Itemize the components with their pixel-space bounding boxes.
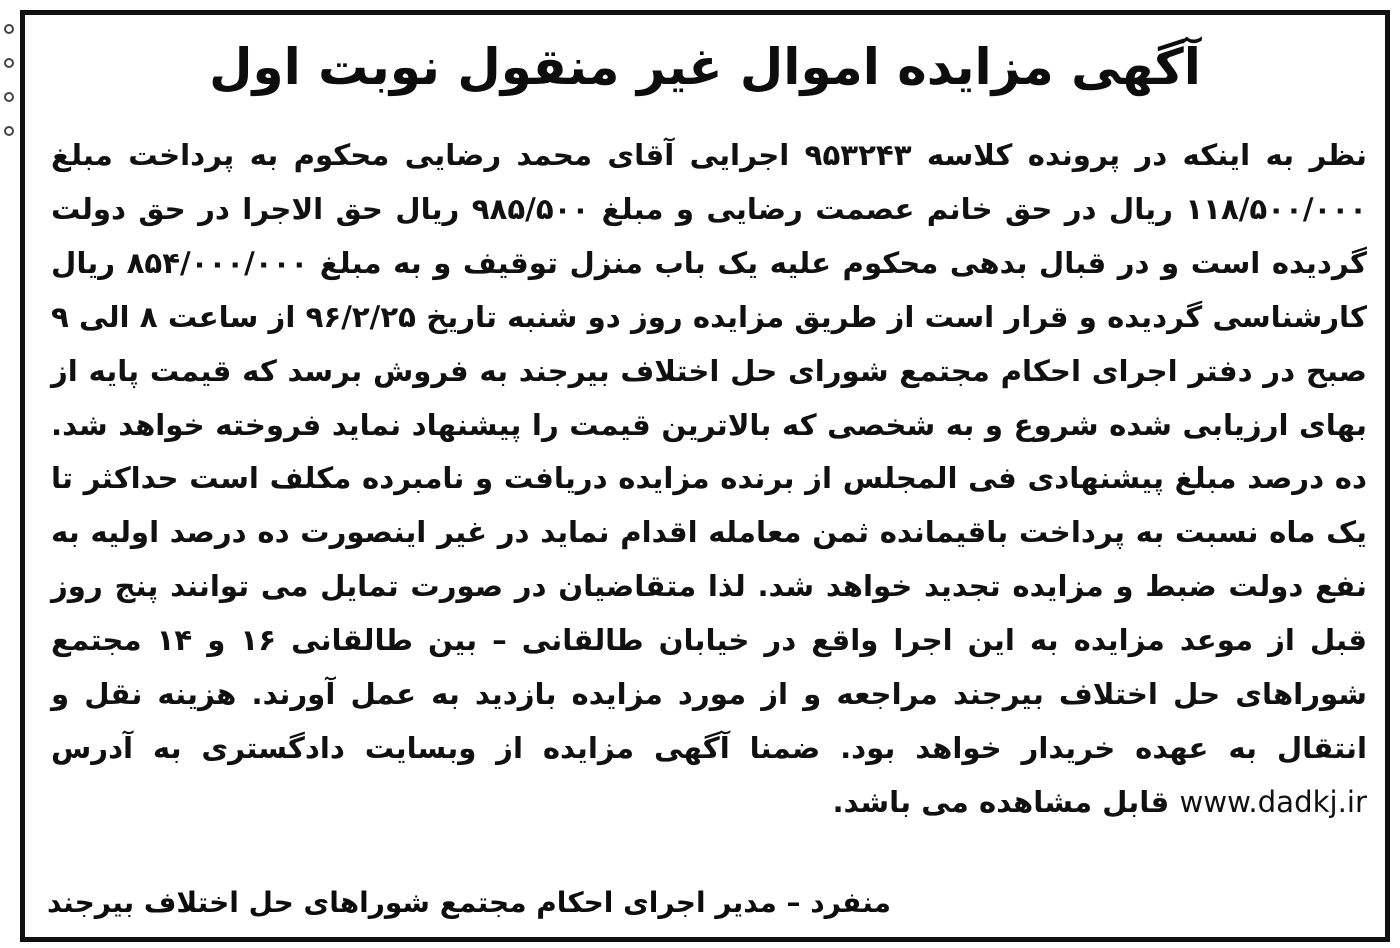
margin-marks xyxy=(0,24,16,194)
margin-dot xyxy=(4,92,14,102)
notice-title: آگهی مزایده اموال غیر منقول نوبت اول xyxy=(209,38,1201,96)
notice-closing: قابل مشاهده می باشد. xyxy=(832,784,1170,819)
margin-dot xyxy=(4,24,14,34)
notice-body-text: نظر به اینکه در پرونده کلاسه ۹۵۳۲۴۳ اجرایی آقای محمد رضایی محکوم به پرداخت مبلغ ۱۱۸/۵۰۰/۰۰۰ ریال در حق خانم عصمت رضایی و مبلغ ۹۸۵/۵۰۰ ریال حق الاجرا در حق دولت گردیده است و در قبال بدهی محکوم علیه یک باب منزل توقیف و به مبلغ ۸۵۴/۰۰۰/۰۰۰ ریال کارشناسی گردیده و قرار است از طریق مزایده روز دو شنبه تاریخ ۹۶/۲/۲۵ از ساعت ۸ الی ۹ صبح در دفتر اجرای احکام مجتمع شورای حل اختلاف بیرجند به فروش برسد که قیمت پایه از بهای ارزیابی شده شروع و به شخصی که بالاترین قیمت را پیشنهاد نماید فروخته خواهد شد. ده درصد مبلغ پیشنهادی فی المجلس از برنده مزایده دریافت و نامبرده مکلف است حداکثر تا یک ماه نسبت به پرداخت باقیمانده ثمن معامله اقدام نماید در غیر اینصورت ده درصد اولیه به نفع دولت ضبط و مزایده تجدید خواهد شد. لذا متقاضیان در صورت تمایل می توانند پنج روز قبل از موعد مزایده به این اجرا واقع در خیابان طالقانی – بین طالقانی ۱۶ و ۱۴ مجتمع شوراهای حل اختلاف بیرجند مراجعه و از مورد مزایده بازدید به عمل آورند. هزینه نقل و انتقال به عهده خریدار خواهد بود. ضمنا آگهی مزایده از وبسایت دادگستری به آدرس xyxy=(51,138,1368,765)
notice-body xyxy=(51,129,1367,830)
notice-signature: منفرد – مدیر اجرای احکام مجتمع شوراهای حل اختلاف بیرجند xyxy=(47,886,891,919)
website-link[interactable]: www.dadkj.ir xyxy=(1179,784,1367,819)
margin-dot xyxy=(4,126,14,136)
notice-frame xyxy=(20,10,1390,942)
margin-dot xyxy=(4,58,14,68)
